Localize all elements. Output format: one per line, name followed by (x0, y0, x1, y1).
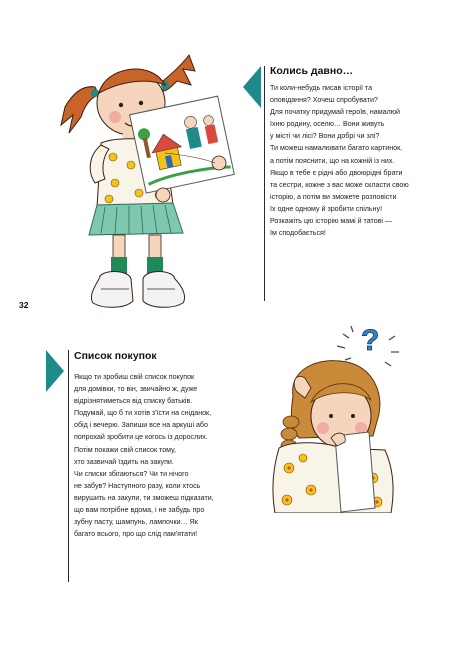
svg-text:?: ? (361, 324, 380, 357)
section-title: Колись давно… (270, 65, 354, 77)
text-line: Якщо ти зробиш свій список покупок (74, 373, 195, 381)
girl-with-drawing-illustration (55, 45, 245, 320)
text-line: у місті чи лісі? Вони добрі чи злі? (270, 132, 380, 141)
section-marker-icon (46, 350, 64, 392)
text-line: попрохай зробити це когось із дорослих. (74, 433, 208, 442)
text-line: обід і вечерю. Запиши все на аркуші або (74, 421, 208, 430)
text-line: їхню родину, оселю… Вони живуть (270, 120, 385, 129)
text-line: зубну пасту, шампунь, лампочки… Як (74, 518, 198, 527)
text-line: Чи списки збігаються? Чи ти нічого (74, 469, 189, 478)
section-divider (68, 350, 69, 582)
text-line: відрізнятиметься від списку батьків. (74, 397, 193, 406)
text-line: Ти можеш намалювати багато картинок, (270, 144, 403, 153)
text-line: Потім покажи свій список тому, (74, 445, 176, 454)
text-line: Якщо в тебе є рідні або двоюрідні брати (270, 168, 403, 177)
text-line: Розкажіть цю історію мамі й татові — (270, 217, 393, 226)
page-number: 32 (19, 300, 29, 310)
section-title: Список покупок (74, 350, 157, 362)
text-line: Ти коли-небудь писав історії та (270, 84, 373, 92)
text-line: вирушить на закупи, ти зможеш підказати, (74, 493, 214, 502)
text-line: їх одне одному й зробити спільну! (270, 204, 383, 213)
text-line: хто зазвичай їздить на закупи. (74, 457, 174, 466)
text-line: для домівки, то він, звичайно ж, дуже (74, 385, 198, 394)
text-line: багато всього, про що слід пам'ятати! (74, 530, 198, 539)
thinking-girl-illustration (265, 318, 415, 513)
text-line: а потім пояснити, що на кожній із них. (270, 156, 395, 165)
text-line: не забув? Наступного разу, коли хтось (74, 481, 201, 490)
text-line: та сестри, кожне з вас може скласти свою (270, 180, 409, 189)
text-line: їм сподобається! (270, 229, 326, 238)
text-line: Для початку придумай героїв, намалюй (270, 108, 400, 117)
text-line: що вам потрібне вдома, і не забудь про (74, 506, 205, 515)
text-line: оповідання? Хочеш спробувати? (270, 96, 378, 105)
section-marker-icon (243, 66, 261, 108)
text-line: історію, а потім ви зможете розповісти (270, 192, 397, 201)
text-line: Подумай, що б ти хотів з'їсти на сніданок, (74, 409, 212, 418)
section-body (270, 82, 409, 239)
section-divider (264, 66, 265, 301)
section-body (74, 371, 214, 540)
